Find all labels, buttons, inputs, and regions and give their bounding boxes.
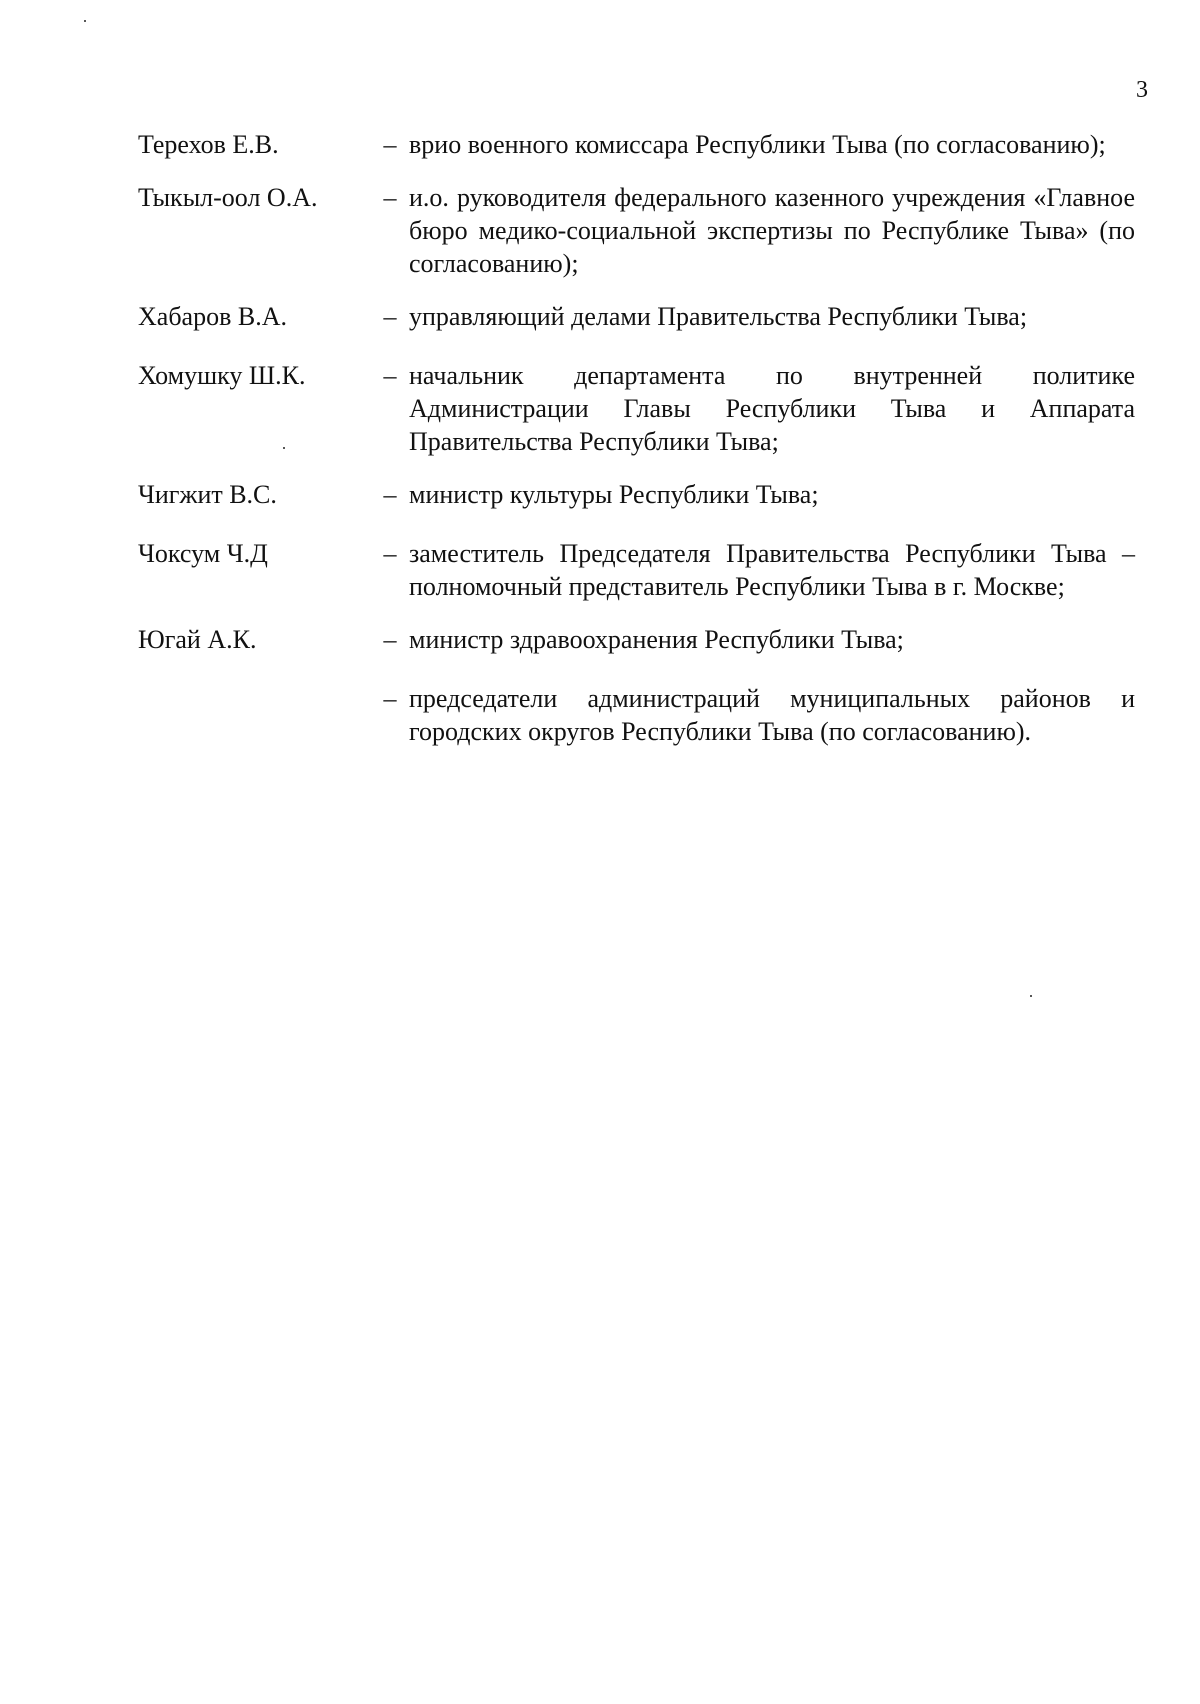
member-row	[138, 537, 1135, 603]
member-description: начальник департамента по внутренней политике Администрации Главы Республики Тыва и Аппарата Правительства Республики Тыва;	[409, 361, 1135, 456]
member-row	[138, 682, 1135, 748]
member-name: Чигжит В.С.	[138, 480, 277, 509]
member-dash: –	[383, 130, 397, 159]
member-dash: –	[383, 480, 397, 509]
member-name: Хабаров В.А.	[138, 302, 287, 331]
member-name: Терехов Е.В.	[138, 130, 279, 159]
member-name: Хомушку Ш.К.	[138, 361, 306, 390]
member-row	[138, 359, 1135, 458]
member-description: управляющий делами Правительства Республики Тыва;	[409, 302, 1028, 331]
member-description: министр здравоохранения Республики Тыва;	[409, 625, 904, 654]
member-dash: –	[383, 302, 397, 331]
member-name: Тыкыл-оол О.А.	[138, 183, 318, 212]
member-row	[138, 300, 1135, 333]
member-description: министр культуры Республики Тыва;	[409, 480, 819, 509]
member-row	[138, 181, 1135, 280]
member-dash: –	[383, 361, 397, 390]
member-dash: –	[383, 684, 397, 713]
member-row	[138, 623, 1135, 656]
member-name	[138, 682, 365, 748]
page-number: 3	[1136, 77, 1148, 103]
member-row	[138, 478, 1135, 511]
scan-speck	[84, 20, 86, 22]
member-row	[138, 128, 1135, 161]
member-description: заместитель Председателя Правительства Республики Тыва – полномочный представитель Республики Тыва в г. Москве;	[409, 539, 1135, 601]
scan-speck	[1030, 995, 1032, 997]
member-name: Чоксум Ч.Д	[138, 539, 268, 568]
member-dash: –	[383, 183, 397, 212]
members-list	[138, 128, 1135, 768]
member-name: Югай А.К.	[138, 625, 257, 654]
member-description: председатели администраций муниципальных районов и городских округов Республики Тыва (по согласованию).	[409, 684, 1135, 746]
member-description: врио военного комиссара Республики Тыва (по согласованию);	[409, 130, 1106, 159]
member-dash: –	[383, 625, 397, 654]
member-dash: –	[383, 539, 397, 568]
member-description: и.о. руководителя федерального казенного учреждения «Главное бюро медико-социальной экспертизы по Республике Тыва» (по согласованию);	[409, 183, 1135, 278]
